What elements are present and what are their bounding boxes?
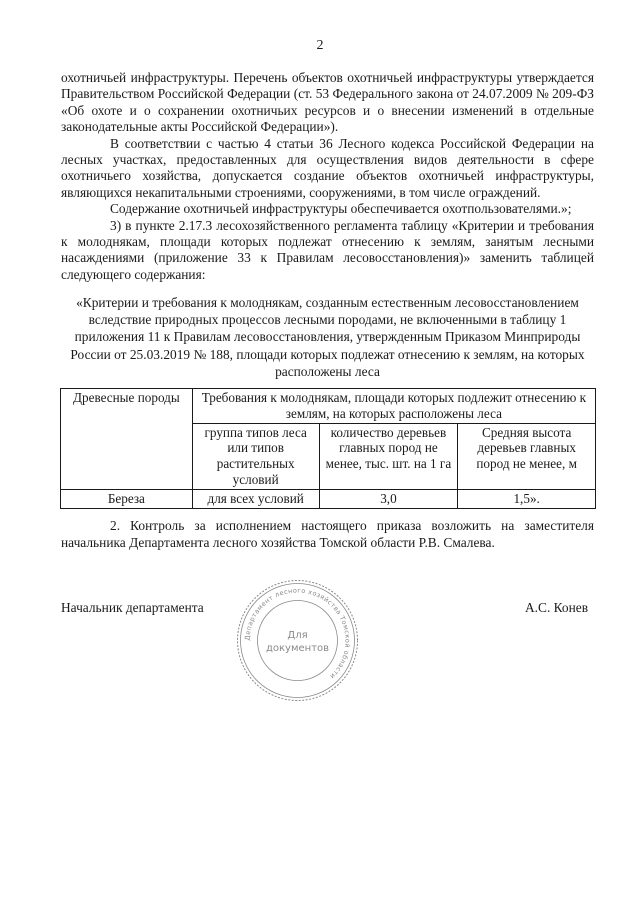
stamp-center-line-2: документов xyxy=(265,643,330,654)
table-header-row xyxy=(61,389,596,424)
paragraph: Содержание охотничьей инфраструктуры обеспечивается охотпользователями.»; xyxy=(110,201,572,217)
subheader-count: количество деревьев главных пород не менее, тыс. шт. на 1 га xyxy=(319,423,458,489)
stamp-center-line-1: Для xyxy=(287,630,308,641)
signatory-name: А.С. Конев xyxy=(525,600,589,615)
table-title: «Критерии и требования к молоднякам, созданным естественным лесовосстановлением вследствие природных процессов лесными породами, не включенными в таблицу 1 приложения 11 к Правилам лесовосстановления, утвержденным Приказом Минприроды России от 25.03.2019 № 188, площади которых подлежат отнесению к землям, на которых расположены леса xyxy=(70,295,585,379)
paragraph: охотничьей инфраструктуры. Перечень объектов охотничьей инфраструктуры утверждается Правительством Российской Федерации (ст. 53 Федерального закона от 24.07.2009 № 209-ФЗ «Об охоте и о сохранении охотничьих ресурсов и о внесении изменений в отдельные законодательные акты Российской Федерации»). xyxy=(61,70,594,135)
cell-height: 1,5». xyxy=(458,489,596,508)
cell-species: Береза xyxy=(61,489,193,508)
paragraph: 3) в пункте 2.17.3 лесохозяйственного регламента таблицу «Критерии и требования к молоднякам, площади которых подлежат отнесению к землям, занятым лесными насаждениями (приложение 33 к Правилам лесовосстановления)» заменить таблицей следующего содержания: xyxy=(61,217,594,282)
requirements-table xyxy=(60,388,596,509)
table-row xyxy=(61,489,596,508)
header-species: Древесные породы xyxy=(61,389,193,490)
page-number: 2 xyxy=(316,38,324,53)
subheader-height: Средняя высота деревьев главных пород не менее, м xyxy=(458,423,596,489)
stamp-ring-text: Департамент лесного хозяйства Томской области xyxy=(243,586,352,681)
cell-count: 3,0 xyxy=(319,489,458,508)
paragraph: В соответствии с частью 4 статьи 36 Лесного кодекса Российской Федерации на лесных участках, предоставленных для осуществления видов деятельности в сфере охотничьего хозяйства, допускается создание объектов охотничьей инфраструктуры, являющихся некапитальными строениями, сооружениями, в том числе ограждений. xyxy=(61,135,594,200)
body-text xyxy=(61,70,594,283)
cell-group: для всех условий xyxy=(192,489,319,508)
closing-paragraph: 2. Контроль за исполнением настоящего приказа возложить на заместителя начальника Департамента лесного хозяйства Томской области Р.В. Смалева. xyxy=(61,518,594,550)
subheader-group: группа типов леса или типов растительных условий xyxy=(192,423,319,489)
closing-section xyxy=(61,517,594,551)
header-requirements: Требования к молоднякам, площади которых подлежит отнесению к землям, на которых расположены леса xyxy=(192,389,595,424)
document-stamp xyxy=(235,578,360,703)
signatory-position: Начальник департамента xyxy=(61,600,204,615)
